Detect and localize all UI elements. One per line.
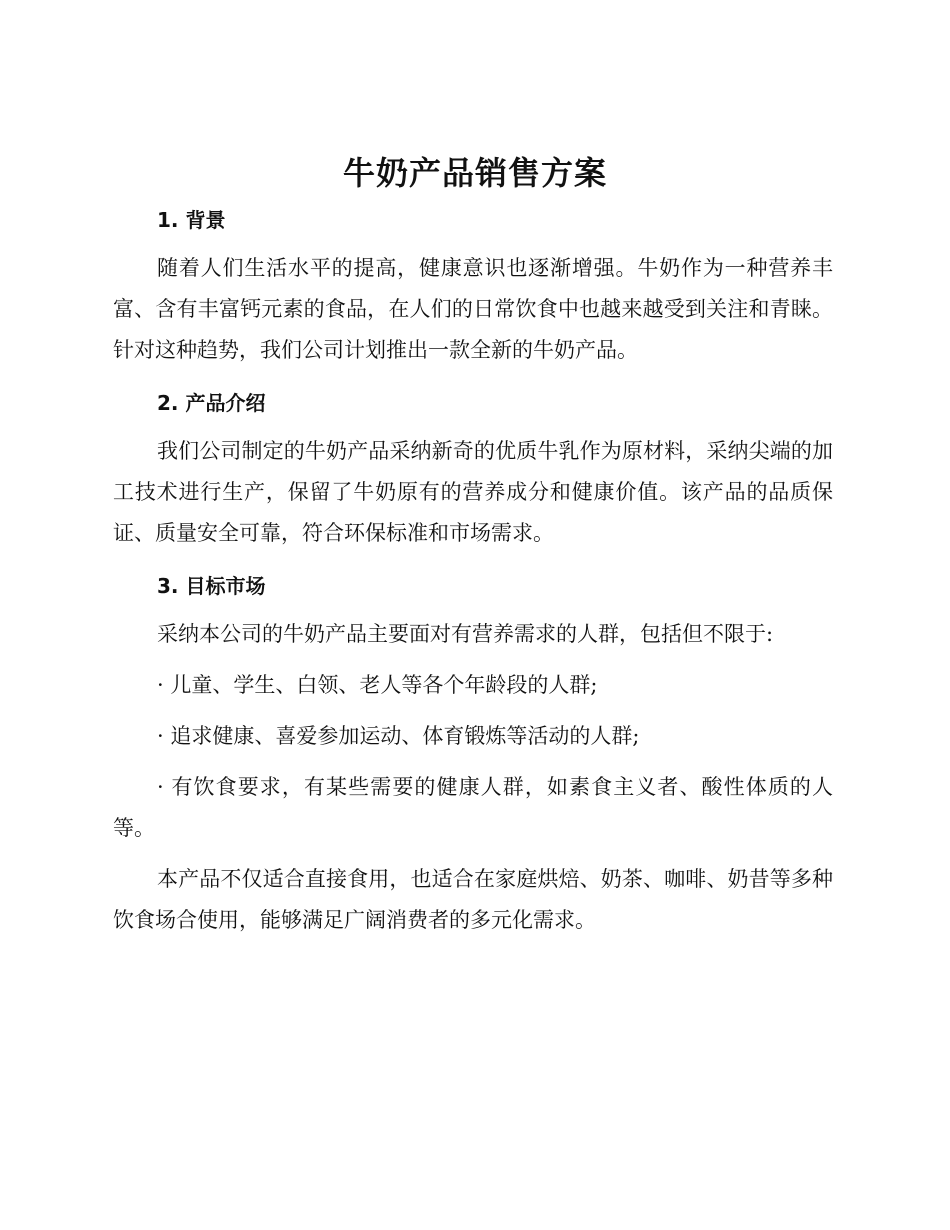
list-item-health-seekers: · 追求健康、喜爱参加运动、体育锻炼等活动的人群;	[157, 724, 640, 748]
document-title: 牛奶产品销售方案	[342, 154, 607, 192]
section-heading-target-market: 3. 目标市场	[157, 574, 266, 598]
section-heading-background: 1. 背景	[157, 208, 226, 232]
document-body	[113, 200, 833, 941]
list-item-age-groups: · 儿童、学生、白领、老人等各个年龄段的人群;	[157, 673, 598, 697]
paragraph-product-intro: 我们公司制定的牛奶产品采纳新奇的优质牛乳作为原材料，采纳尖端的加工技术进行生产，保留了牛奶原有的营养成分和健康价值。该产品的品质保证、质量安全可靠，符合环保标准和市场需求。	[113, 439, 833, 545]
paragraph-background: 随着人们生活水平的提高，健康意识也逐渐增强。牛奶作为一种营养丰富、含有丰富钙元素的食品，在人们的日常饮食中也越来越受到关注和青睐。针对这种趋势，我们公司计划推出一款全新的牛奶产品。	[113, 256, 833, 362]
list-item-dietary-needs: · 有饮食要求，有某些需要的健康人群，如素食主义者、酸性体质的人等。	[113, 775, 833, 840]
paragraph-usage-scenarios: 本产品不仅适合直接食用，也适合在家庭烘焙、奶茶、咖啡、奶昔等多种饮食场合使用，能够满足广阔消费者的多元化需求。	[113, 867, 833, 932]
section-heading-product-intro: 2. 产品介绍	[157, 391, 266, 415]
paragraph-target-intro: 采纳本公司的牛奶产品主要面对有营养需求的人群，包括但不限于:	[157, 622, 774, 646]
